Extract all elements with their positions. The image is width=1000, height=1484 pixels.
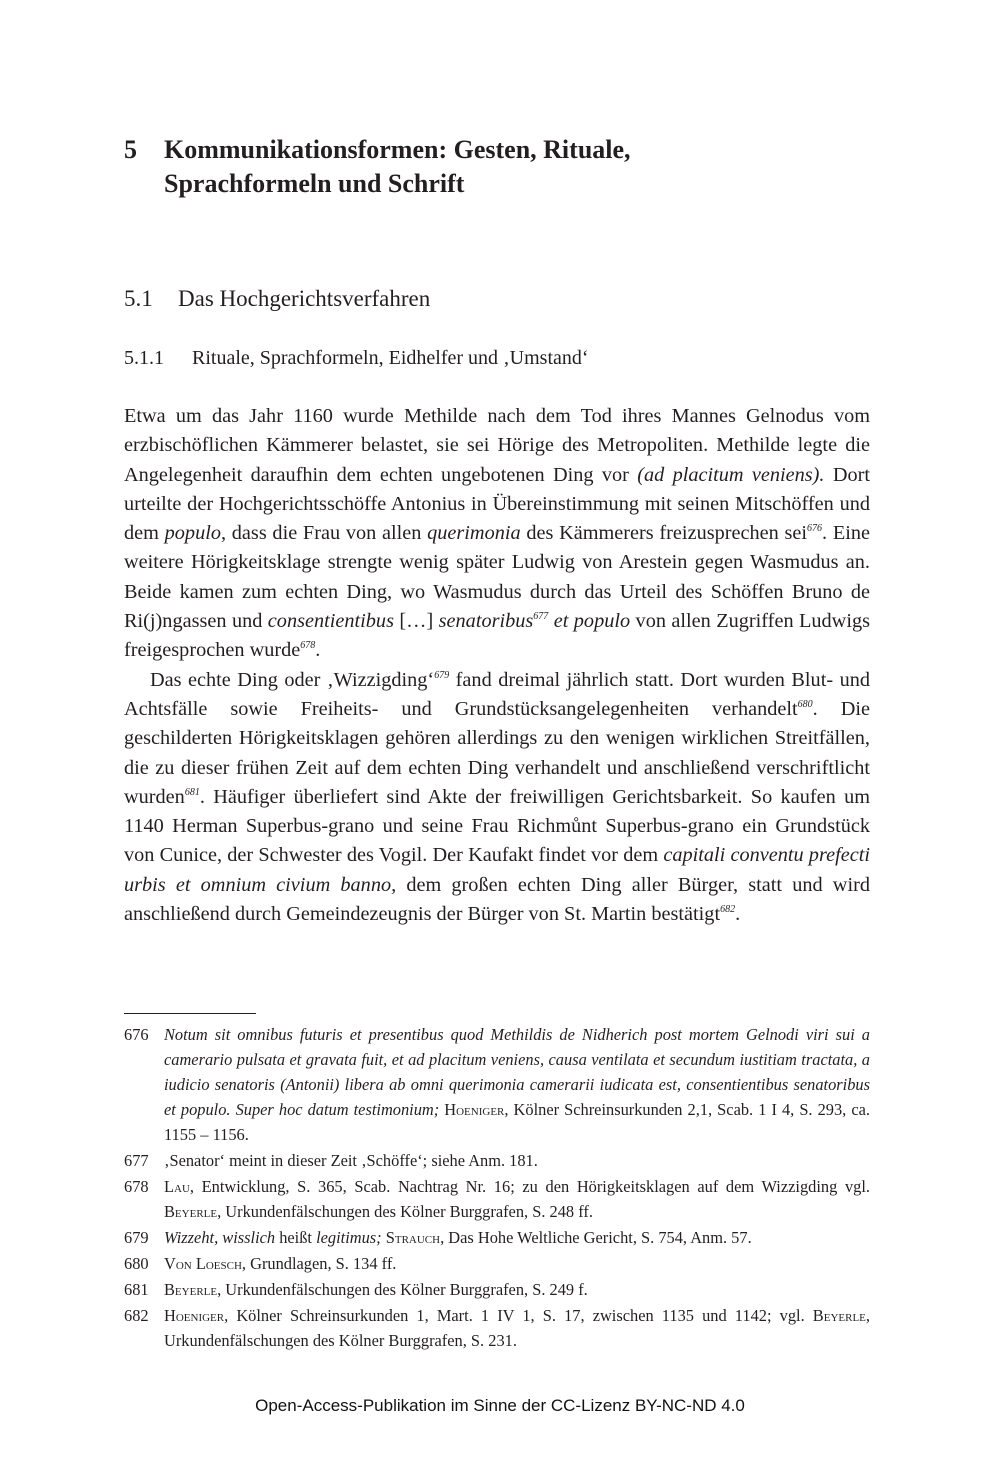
latin-phrase: (ad placitum veniens). [637,463,825,486]
footnote-ref[interactable]: 682 [720,904,736,916]
paragraph-1 [124,402,870,666]
footnote-677 [124,1148,870,1173]
chapter-title-line2: Sprachformeln und Schrift [164,169,465,198]
chapter-number: 5 [124,135,137,164]
author-name: Beyerle [812,1306,866,1325]
footnote-text [164,1022,870,1147]
citation: , Urkundenfälschungen des Kölner Burggrafen, S. 249 f. [217,1280,588,1299]
author-name: Beyerle [164,1202,218,1221]
footnote-681 [124,1277,870,1302]
latin-phrase: capitali conventu prefecti urbis et omnium civium banno, [124,844,870,896]
section-heading [124,284,430,314]
footnote-676 [124,1022,870,1147]
chapter-title-line1: Kommunikationsformen: Gesten, Rituale, [164,135,631,164]
latin-phrase: populo, [164,522,227,545]
footnote-number: 679 [124,1228,149,1247]
footnote-682 [124,1303,870,1353]
footnote-text: ‚Senator‘ meint in dieser Zeit ‚Schöffe‘; siehe Anm. 181. [164,1151,538,1170]
footnote-ref[interactable]: 679 [434,669,450,681]
author-name: Beyerle [164,1280,218,1299]
text-run: Etwa um das Jahr 1160 wurde Methilde nach dem Tod ihres Mannes Gelnodus vom erzbischöflichen Kämmerer belastet, sie sei Hörige des Metropoliten. Methilde legte die Angelegenheit daraufhin dem echten ungebotenen Ding vor [124,405,870,486]
text-run: . Die geschilderten Hörigkeitsklagen gehören allerdings zu den wenigen wirklichen Streitfällen, die zu dieser frühen Zeit auf dem echten Ding verhandelt und anschließend verschriftlicht wurden [124,697,870,808]
footnote-678 [124,1174,870,1224]
footnote-number: 676 [124,1025,149,1044]
footnote-679 [124,1225,870,1250]
citation: , Kölner Schreinsurkunden 1, Mart. 1 IV 1, S. 17, zwischen 1135 und 1142; vgl. [224,1306,813,1325]
latin-phrase: Wizzeht, wisslich [164,1228,276,1247]
chapter-heading [124,133,884,201]
text-run: Das echte Ding oder ‚Wizzigding‘ [150,668,435,691]
footnote-ref[interactable]: 681 [184,786,200,798]
section-title: Das Hochgerichtsverfahren [178,286,431,311]
text-run: . Häufiger überliefert sind Akte der freiwilligen Gerichtsbarkeit. So kaufen um 1140 Herman Superbus-grano und seine Frau Richmůnt Superbus-grano ein Grundstück von Cunice, der Schwester des Vogil. Der Kaufakt findet vor dem [124,785,870,867]
footnotes [124,1022,870,1354]
author-name: Hoeniger [164,1306,225,1325]
text-run: dass die Frau von allen [226,522,428,545]
footnote-ref[interactable]: 680 [797,698,813,710]
chapter-title [164,133,631,201]
citation: , Kölner Schreinsurkunden 2,1, Scab. 1 I 4, S. 293, ca. 1155 – 1156. [164,1100,870,1144]
subsection-number: 5.1.1 [124,347,164,369]
footnote-separator [124,1013,256,1014]
author-name: Von Loesch [164,1254,242,1273]
footnote-number: 681 [124,1280,149,1299]
footnote-number: 677 [124,1151,149,1170]
footnote-680 [124,1251,870,1276]
text-run: . Eine weitere Hörigkeitsklage strengte wenig später Ludwig von Arestein gegen Wasmudus an. Beide kamen zum echten Ding, wo Wasmudus durch das Urteil des Schöffen Bruno de Ri(j)ngassen und [124,522,871,633]
text-run: von allen Zugriffen Ludwigs freigesprochen wurde [124,610,870,662]
latin-quote: Notum sit omnibus futuris et presentibus quod Methildis de Nidherich post mortem Gelnodi viri sui a camerario pulsata et gravata fuit, et ad placitum veniens, causa ventilata et secundum iustitiam tractata, a iudicio senatoris (Antonii) libera ab omni querimonia camerarii iudicata est, consentientibus senatoribus et populo. Super hoc datum testimonium; [164,1025,870,1119]
citation: , Entwicklung, S. 365, Scab. Nachtrag Nr. 16; zu den Hörigkeitsklagen auf dem Wizzigding vgl. [189,1177,870,1196]
footnote-text [164,1225,870,1250]
latin-phrase: legitimus; [316,1228,382,1247]
subsection-heading [124,345,589,371]
subsection-title: Rituale, Sprachformeln, Eidhelfer und ‚Umstand‘ [192,347,589,369]
text-run: […] [393,610,439,633]
footnote-ref[interactable]: 677 [533,611,549,623]
citation: , Urkundenfälschungen des Kölner Burggrafen, S. 231. [164,1306,870,1350]
footnote-text [164,1251,870,1276]
latin-phrase: querimonia [427,522,521,545]
footnote-text [164,1277,870,1302]
footnote-ref[interactable]: 676 [807,523,823,535]
text-run: des Kämmerers freizusprechen sei [520,522,808,545]
footnote-number: 682 [124,1306,149,1325]
section-number: 5.1 [124,286,153,311]
footnote-text [164,1174,870,1224]
text-run: dem großen echten Ding aller Bürger, statt und wird anschließend durch Gemeindezeugnis der Bürger von St. Martin bestätigt [124,873,870,926]
citation: , Urkundenfälschungen des Kölner Burggrafen, S. 248 ff. [217,1202,593,1221]
author-name: Strauch [381,1228,441,1247]
author-name: Hoeniger [444,1100,505,1119]
text-run: fand dreimal jährlich statt. Dort wurden Blut- und Achtsfälle sowie Freiheits- und Grundstücksangelegenheiten verhandelt [124,668,870,720]
footnote-number: 678 [124,1177,149,1196]
footnote-ref[interactable]: 678 [300,640,316,652]
citation: , Das Hohe Weltliche Gericht, S. 754, Anm. 57. [440,1228,752,1247]
author-name: Lau [164,1177,190,1196]
latin-phrase: senatoribus [438,610,534,633]
paragraph-2 [124,666,870,930]
citation: heißt [275,1228,317,1247]
body-text [124,402,870,929]
footnote-number: 680 [124,1254,149,1273]
text-run: . [735,903,741,926]
text-run: Dort urteilte der Hochgerichtsschöffe Antonius in Übereinstimmung mit seinen Mitschöffen und dem [124,463,870,545]
text-run: . [315,639,321,662]
latin-phrase: et populo [548,610,631,633]
license-notice: Open-Access-Publikation im Sinne der CC-Lizenz BY-NC-ND 4.0 [255,1396,745,1415]
footnote-text [164,1303,870,1353]
citation: , Grundlagen, S. 134 ff. [241,1254,397,1273]
latin-phrase: consentientibus [267,610,394,633]
